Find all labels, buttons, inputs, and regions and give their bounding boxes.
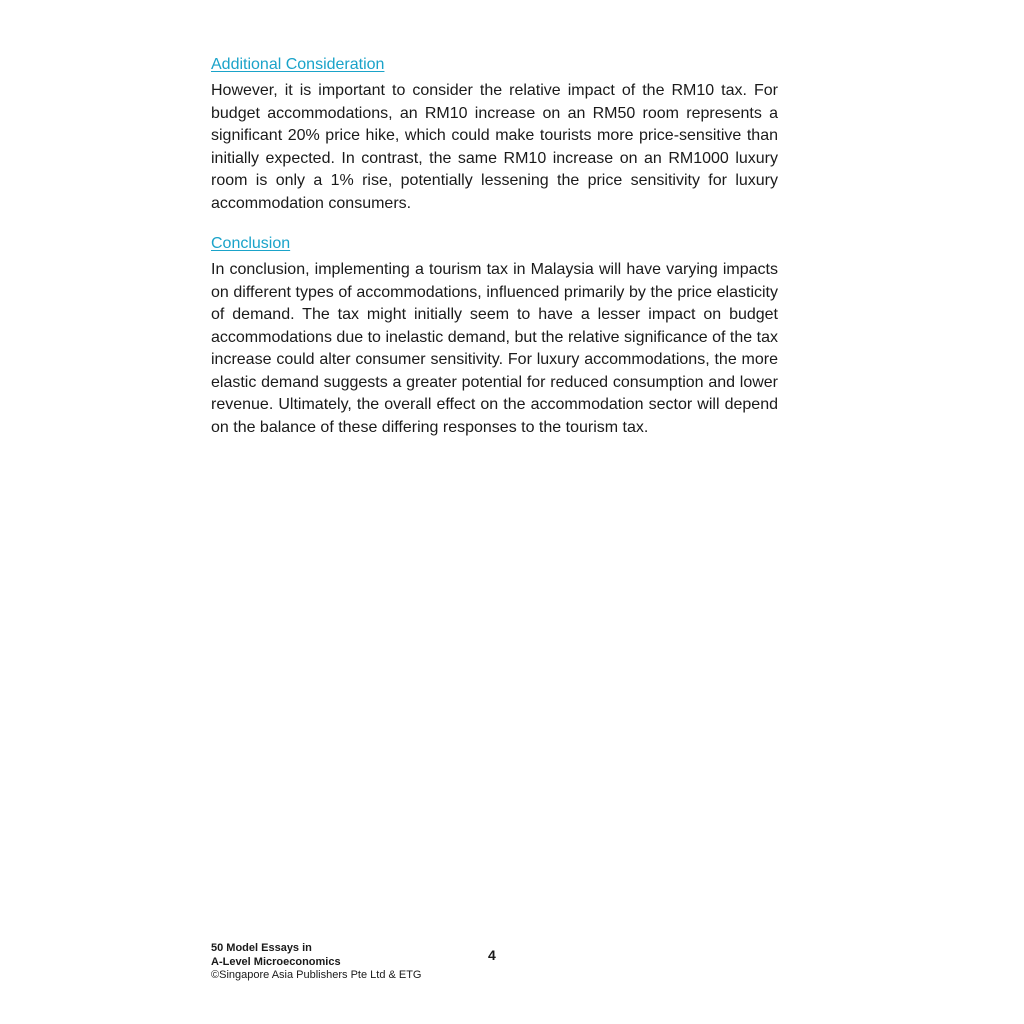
- section-conclusion: [211, 233, 778, 439]
- footer-book-info: [211, 942, 422, 983]
- section-additional-consideration: [211, 54, 778, 215]
- section-body: However, it is important to consider the relative impact of the RM10 tax. For budget accommodations, an RM10 increase on an RM50 room represents a significant 20% price hike, which could make tourists more price-sensitive than initially expected. In contrast, the same RM10 increase on an RM1000 luxury room is only a 1% rise, potentially lessening the price sensitivity for luxury accommodation consumers.: [211, 82, 778, 212]
- footer-book-title-line1: 50 Model Essays in: [211, 942, 312, 954]
- footer-book-title-line2: A-Level Microeconomics: [211, 955, 341, 968]
- section-heading: Additional Consideration: [211, 56, 385, 73]
- page-number: 4: [488, 947, 496, 963]
- section-body: In conclusion, implementing a tourism tax in Malaysia will have varying impacts on different types of accommodations, influenced primarily by the price elasticity of demand. The tax might initially seem to have a lesser impact on budget accommodations due to inelastic demand, but the relative significance of the tax increase could alter consumer sensitivity. For luxury accommodations, the more elastic demand suggests a greater potential for reduced consumption and lower revenue. Ultimately, the overall effect on the accommodation sector will depend on the balance of these differing responses to the tourism tax.: [211, 261, 778, 436]
- section-heading: Conclusion: [211, 235, 291, 252]
- footer-copyright: ©Singapore Asia Publishers Pte Ltd & ETG: [211, 969, 422, 981]
- page-content: [211, 54, 778, 439]
